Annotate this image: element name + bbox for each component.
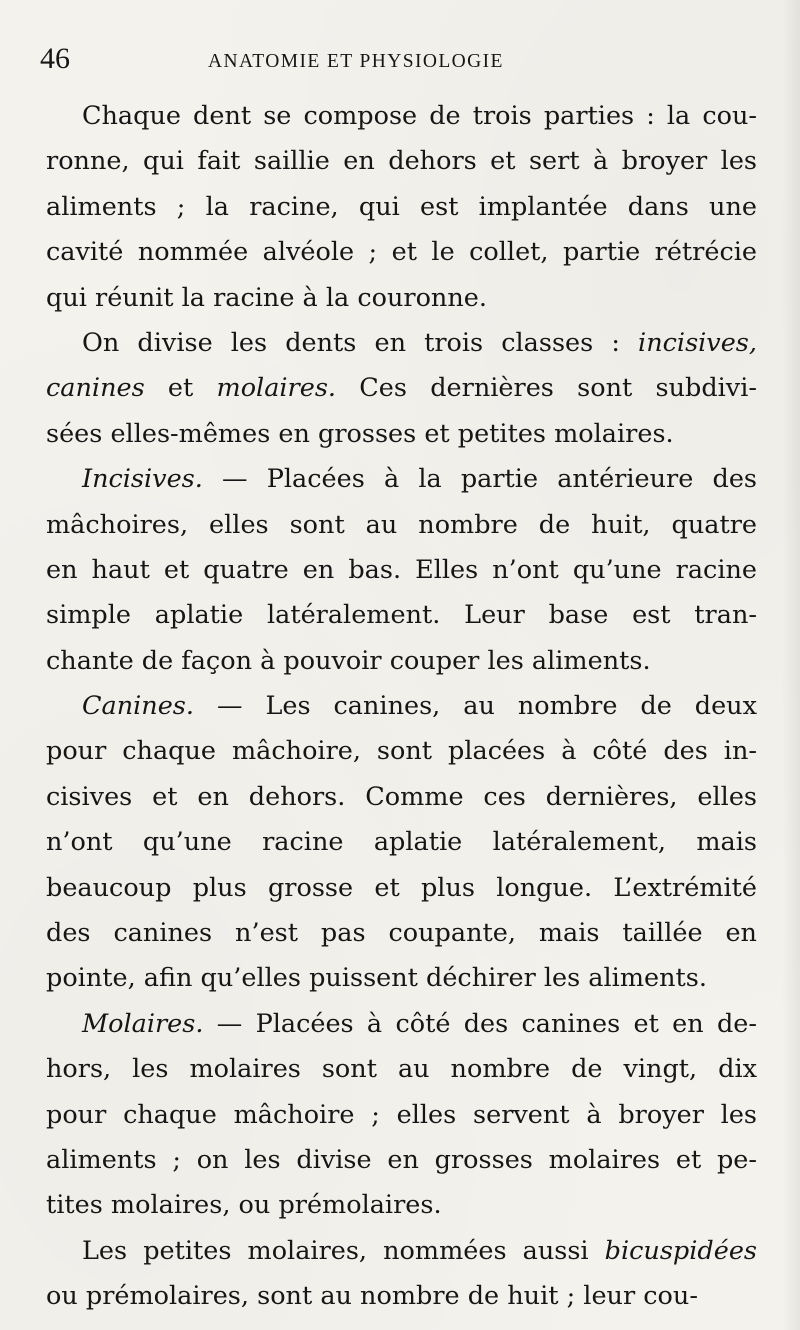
- text-line: [46, 956, 757, 1001]
- paragraph: [46, 94, 757, 321]
- text-line: [46, 366, 757, 411]
- text-run: simple aplatie latéralement. Leur base est tran-: [46, 600, 757, 631]
- text-run: aliments ; on les divise en grosses molaires et pe-: [46, 1144, 757, 1175]
- text-run: Les petites molaires, nommées aussi: [82, 1235, 605, 1266]
- text-line: [46, 911, 757, 956]
- italic-text: Incisives.: [82, 464, 203, 495]
- paragraph: [46, 457, 757, 684]
- text-run: Ces dernières sont subdivi-: [336, 373, 757, 404]
- text-line: [46, 503, 757, 548]
- text-run: — Les canines, au nombre de deux: [194, 691, 757, 722]
- text-line: [46, 1229, 757, 1274]
- italic-text: molaires.: [216, 373, 337, 404]
- page-number: 46: [40, 42, 70, 75]
- text-run: qui réunit la racine à la couronne.: [46, 282, 487, 313]
- text-line: [46, 321, 757, 366]
- text-line: [46, 1274, 757, 1319]
- text-run: — Placées à côté des canines et en de-: [203, 1008, 757, 1039]
- paragraph: [46, 1002, 757, 1229]
- text-run: On divise les dents en trois classes :: [82, 327, 639, 358]
- text-run: pointe, afin qu’elles puissent déchirer les aliments.: [46, 963, 707, 994]
- text-run: — Placées à la partie antérieure des: [202, 464, 757, 495]
- text-run: ronne, qui fait saillie en dehors et sert à broyer les: [46, 146, 757, 177]
- text-run: aliments ; la racine, qui est implantée dans une: [46, 191, 757, 222]
- text-line: [46, 775, 757, 820]
- italic-text: canines: [46, 373, 145, 404]
- text-run: beaucoup plus grosse et plus longue. L’extrémité: [46, 872, 757, 903]
- italic-text: bicuspidées: [604, 1235, 757, 1266]
- text-run: des canines n’est pas coupante, mais taillée en: [46, 918, 757, 949]
- text-run: mâchoires, elles sont au nombre de huit, quatre: [46, 509, 757, 540]
- text-run: hors, les molaires sont au nombre de vingt, dix: [46, 1054, 757, 1085]
- text-line: [46, 94, 757, 139]
- text-line: [46, 548, 757, 593]
- paragraph: [46, 684, 757, 1002]
- paragraph: [46, 321, 757, 457]
- text-line: [46, 1047, 757, 1092]
- text-line: [46, 684, 757, 729]
- text-run: chante de façon à pouvoir couper les aliments.: [46, 645, 651, 676]
- text-run: n’ont qu’une racine aplatie latéralement, mais: [46, 827, 757, 858]
- text-run: ou prémolaires, sont au nombre de huit ; leur cou-: [46, 1281, 698, 1312]
- paragraph: [46, 1229, 757, 1320]
- running-title: ANATOMIE ET PHYSIOLOGIE: [208, 51, 504, 72]
- text-run: et: [144, 373, 217, 404]
- text-line: [46, 1002, 757, 1047]
- text-line: [46, 729, 757, 774]
- text-run: cisives et en dehors. Comme ces dernières, elles: [46, 781, 757, 812]
- text-line: [46, 866, 757, 911]
- text-line: [46, 1093, 757, 1138]
- page-edge-shadow: [782, 0, 800, 1330]
- text-line: [46, 230, 757, 275]
- italic-text: Canines.: [82, 691, 194, 722]
- text-line: [46, 593, 757, 638]
- text-line: [46, 276, 757, 321]
- text-line: [46, 412, 757, 457]
- page-header: [40, 40, 760, 80]
- italic-text: Molaires.: [82, 1008, 204, 1039]
- body-text: [46, 94, 757, 1320]
- text-run: sées elles-mêmes en grosses et petites molaires.: [46, 418, 674, 449]
- text-run: pour chaque mâchoire ; elles servent à broyer les: [46, 1099, 757, 1130]
- text-line: [46, 457, 757, 502]
- text-run: Chaque dent se compose de trois parties : la cou-: [82, 101, 757, 131]
- text-line: [46, 185, 757, 230]
- text-run: tites molaires, ou prémolaires.: [46, 1190, 442, 1221]
- text-line: [46, 1138, 757, 1183]
- text-line: [46, 639, 757, 684]
- text-run: en haut et quatre en bas. Elles n’ont qu’une racine: [46, 554, 757, 585]
- text-line: [46, 1183, 757, 1228]
- text-run: pour chaque mâchoire, sont placées à côté des in-: [46, 736, 757, 767]
- text-run: cavité nommée alvéole ; et le collet, partie rétrécie: [46, 237, 757, 268]
- italic-text: incisives,: [638, 327, 757, 358]
- text-line: [46, 139, 757, 184]
- text-line: [46, 820, 757, 865]
